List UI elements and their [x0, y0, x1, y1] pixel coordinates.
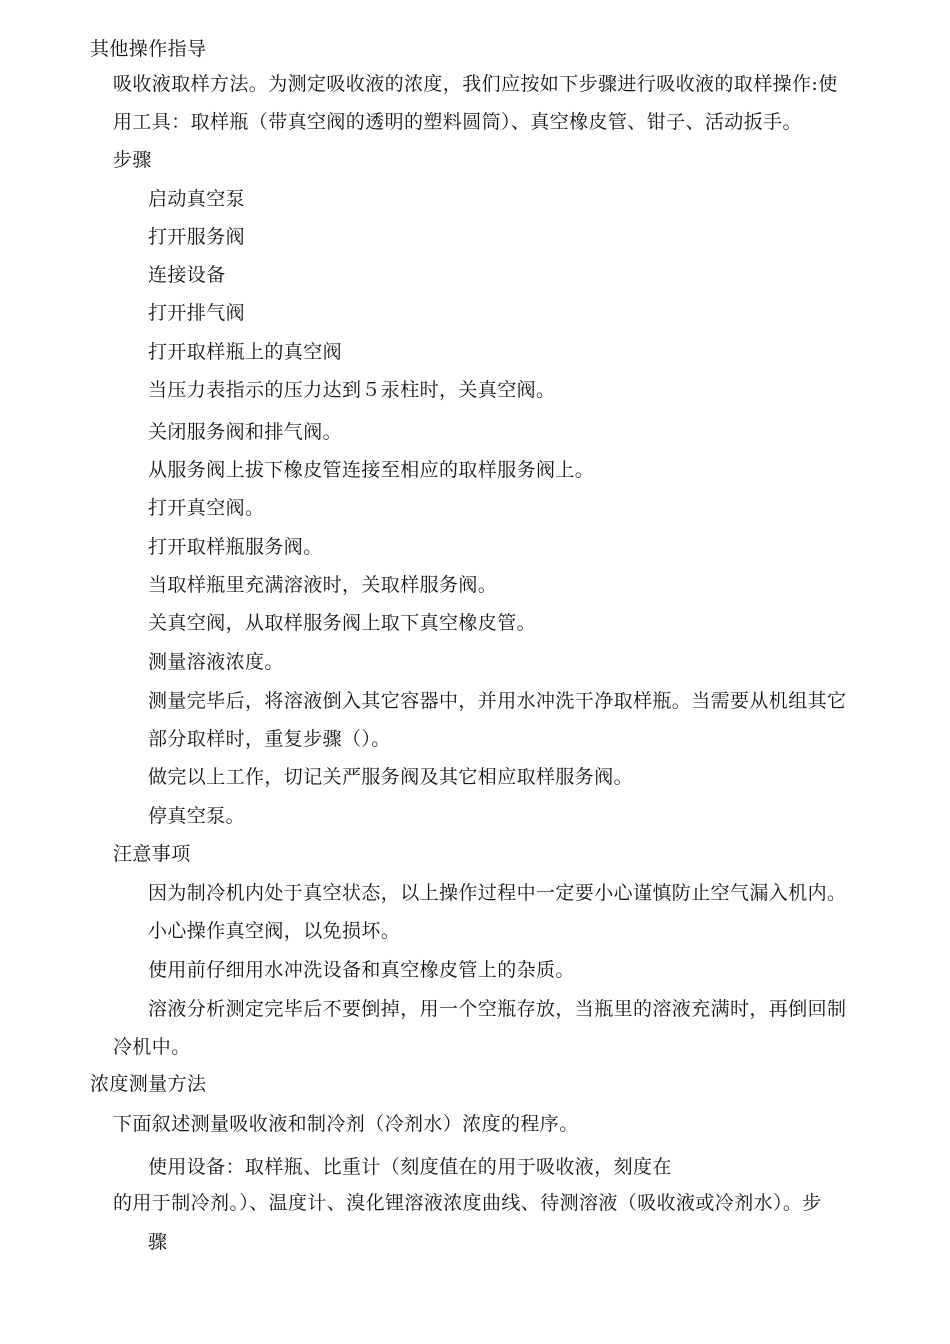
- paragraph-line: 下面叙述测量吸收液和制冷剂（冷剂水）浓度的程序。: [113, 1113, 579, 1135]
- step-item-continuation: 部分取样时，重复步骤（）。: [148, 728, 391, 750]
- section-heading-concentration: 浓度测量方法: [90, 1073, 207, 1095]
- paragraph-line: 用工具：取样瓶（带真空阀的透明的塑料圆筒）、真空橡皮管、钳子、活动扳手。: [113, 111, 802, 133]
- note-item: 小心操作真空阀，以免损坏。: [148, 920, 401, 942]
- step-item: 从服务阀上拔下橡皮管连接至相应的取样服务阀上。: [148, 459, 595, 481]
- step-item: 打开排气阀: [148, 302, 246, 324]
- step-item: 测量完毕后，将溶液倒入其它容器中，并用水冲洗干净取样瓶。当需要从机组其它: [148, 690, 847, 712]
- note-item: 溶液分析测定完毕后不要倒掉，用一个空瓶存放，当瓶里的溶液充满时，再倒回制: [148, 998, 847, 1020]
- step-item: 连接设备: [148, 264, 226, 286]
- notes-heading: 汪意事项: [113, 843, 191, 865]
- step-item: 启动真空泵: [148, 188, 246, 210]
- section-heading-other-operations: 其他操作指导: [90, 38, 207, 60]
- paragraph-line: 骤: [148, 1231, 168, 1253]
- step-item: 关真空阀，从取样服务阀上取下真空橡皮管。: [148, 612, 537, 634]
- step-item: 停真空泵。: [148, 805, 246, 827]
- step-item: 打开真空阀。: [148, 497, 265, 519]
- paragraph-line: 吸收液取样方法。为测定吸收液的浓度，我们应按如下步骤进行吸收液的取样操作:使: [113, 73, 838, 95]
- steps-heading: 步骤: [113, 149, 152, 171]
- note-item-continuation: 冷机中。: [113, 1036, 191, 1058]
- step-item: 打开取样瓶服务阀。: [148, 536, 323, 558]
- step-item: 当取样瓶里充满溶液时，关取样服务阀。: [148, 574, 498, 596]
- step-item: 打开服务阀: [148, 226, 246, 248]
- note-item: 使用前仔细用水冲洗设备和真空橡皮管上的杂质。: [148, 959, 575, 981]
- step-item: 测量溶液浓度。: [148, 651, 284, 673]
- note-item: 因为制冷机内处于真空状态，以上操作过程中一定要小心谨慎防止空气漏入机内。: [148, 882, 847, 904]
- paragraph-line: 使用设备：取样瓶、比重计（刻度值在的用于吸收液，刻度在: [148, 1156, 672, 1178]
- paragraph-line: 的用于制冷剂。）、温度计、溴化锂溶液浓度曲线、待测溶液（吸收液或冷剂水）。步: [113, 1192, 822, 1214]
- step-item: 打开取样瓶上的真空阀: [148, 341, 343, 363]
- step-item: 当压力表指示的压力达到５汞柱时，关真空阀。: [148, 379, 556, 401]
- step-item: 做完以上工作，切记关严服务阀及其它相应取样服务阀。: [148, 766, 634, 788]
- step-item: 关闭服务阀和排气阀。: [148, 421, 343, 443]
